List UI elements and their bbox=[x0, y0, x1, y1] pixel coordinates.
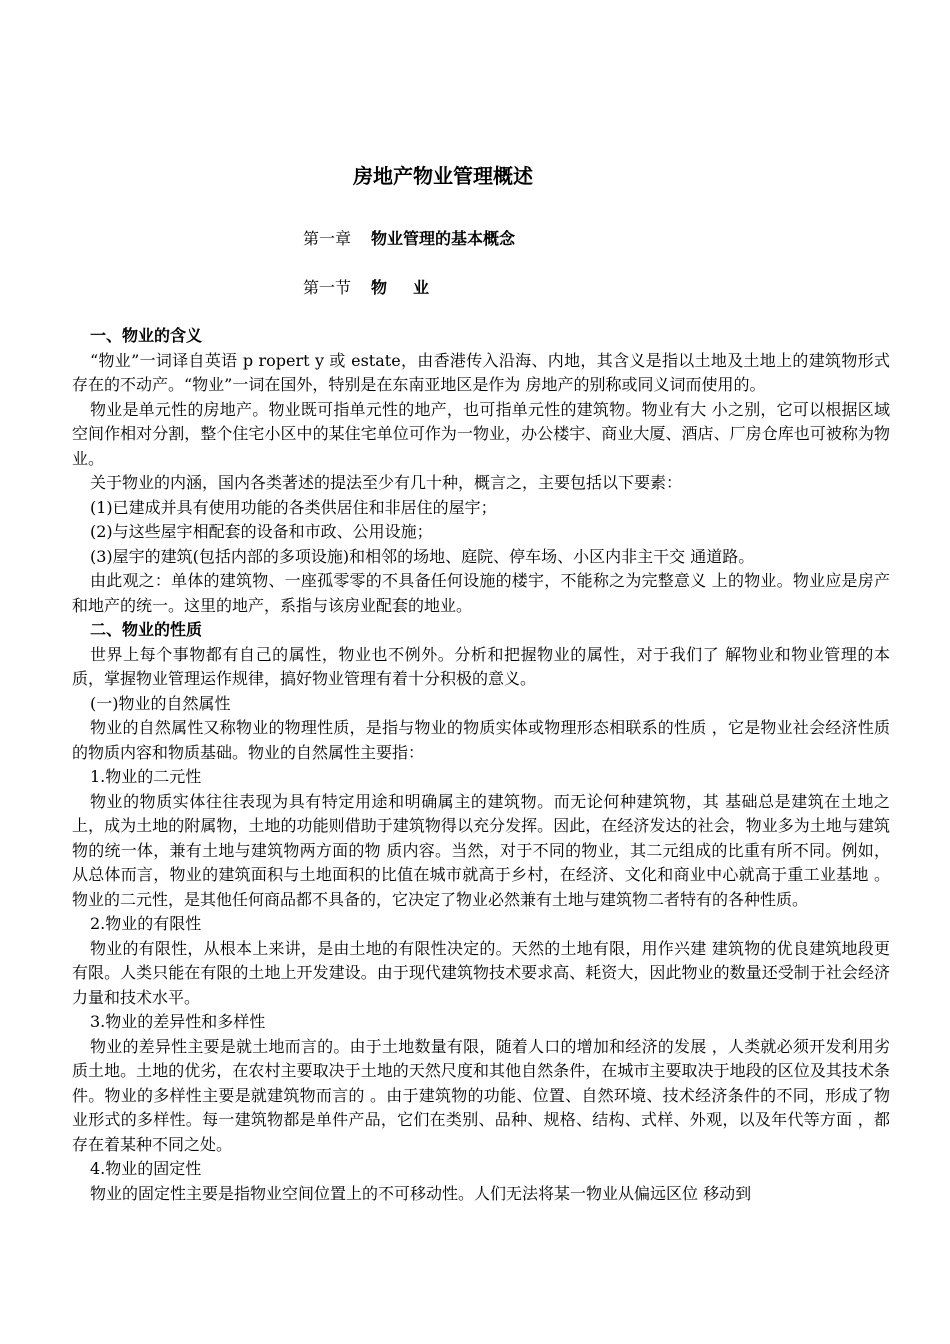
body-paragraph: 物业的有限性，从根本上来讲，是由土地的有限性决定的。天然的土地有限，用作兴建 建筑物的优良建筑地段更有限。人类只能在有限的土地上开发建设。由于现代建筑物技术要求高、耗资大，因此物业的数量还受制于社会经济力量和技术水平。 bbox=[72, 938, 890, 1007]
section-number: 第一节 bbox=[303, 278, 352, 297]
body-paragraph: 由此观之：单体的建筑物、一座孤零零的不具备任何设施的楼宇，不能称之为完整意义 上的物业。物业应是房产和地产的统一。这里的地产，系指与该房业配套的地业。 bbox=[72, 571, 890, 615]
chapter-number: 第一章 bbox=[303, 229, 352, 248]
body-paragraph: “物业”一词译自英语 p ropert y 或 estate，由香港传入沿海、内地，其含义是指以土地及土地上的建筑物形式存在的不动产。“物业”一词在国外，特别是在东南亚地区是作为 房地产的别称或同义词而使用的。 bbox=[72, 350, 890, 394]
chapter-title: 物业管理的基本概念 bbox=[371, 229, 516, 248]
body-paragraph: 2.物业的有限性 bbox=[90, 914, 202, 933]
section-heading bbox=[303, 276, 455, 300]
chapter-heading bbox=[303, 227, 515, 251]
body-paragraph: (2)与这些屋宇相配套的设备和市政、公用设施； bbox=[90, 522, 433, 541]
body-paragraph: 物业的物质实体往往表现为具有特定用途和明确属主的建筑物。而无论何种建筑物，其 基础总是建筑在土地之上，成为土地的附属物，土地的功能则借助于建筑物得以充分发挥。因此，在经济发达的社会，物业多为土地与建筑物的统一体，兼有土地与建筑物两方面的物 质内容。当然，对于不同的物业，其二元组成的比重有所不同。例如，从总体而言，物业的建筑面积与土地面积的比值在城市就高于乡村，在经济、文化和商业中心就高于重工业基地 。物业的二元性，是其他任何商品都不具备的，它决定了物业必然兼有土地与建筑物二者特有的各种性质。 bbox=[72, 791, 890, 909]
body-paragraph: 物业是单元性的房地产。物业既可指单元性的地产，也可指单元性的建筑物。物业有大 小之别，它可以根据区域空间作相对分割，整个住宅小区中的某住宅单位可作为一物业，办公楼宇、商业大厦、酒店、厂房仓库也可被称为物业。 bbox=[72, 399, 890, 468]
body-paragraph: 物业的差异性主要是就土地而言的。由于土地数量有限，随着人口的增加和经济的发展 ，人类就必须开发利用劣质土地。土地的优劣，在农村主要取决于土地的天然尺度和其他自然条件，在城市主要取决于地段的区位及其技术条件。物业的多样性主要是就建筑物而言的 。由于建筑物的功能、位置、自然环境、技术经济条件的不同，形成了物业形式的多样性。每一建筑物都是单件产品，它们在类别、品种、规格、结构、式样、外观，以及年代等方面 ，都存在着某种不同之处。 bbox=[72, 1036, 890, 1154]
body-paragraph: 3.物业的差异性和多样性 bbox=[90, 1012, 266, 1031]
section-subheading: 一、物业的含义 bbox=[90, 326, 203, 345]
body-paragraph: 物业的自然属性又称物业的物理性质，是指与物业的物质实体或物理形态相联系的性质 ，它是物业社会经济性质的物质内容和物质基础。物业的自然属性主要指： bbox=[72, 718, 890, 762]
section-title: 物业 bbox=[371, 278, 456, 297]
document-body bbox=[72, 324, 890, 1206]
body-paragraph: 物业的固定性主要是指物业空间位置上的不可移动性。人们无法将某一物业从偏远区位 移动到 bbox=[90, 1183, 752, 1203]
body-paragraph: 1.物业的二元性 bbox=[90, 767, 202, 786]
document-title: 房地产物业管理概述 bbox=[353, 164, 533, 188]
section-subheading: 二、物业的性质 bbox=[90, 620, 203, 639]
body-paragraph: 关于物业的内涵，国内各类著述的提法至少有几十种，概言之，主要包括以下要素： bbox=[90, 473, 683, 492]
body-paragraph: (3)屋宇的建筑(包括内部的多项设施)和相邻的场地、庭院、停车场、小区内非主干交 通道路。 bbox=[90, 546, 755, 566]
body-paragraph: 世界上每个事物都有自己的属性，物业也不例外。分析和把握物业的属性，对于我们了 解物业和物业管理的本质，掌握物业管理运作规律，搞好物业管理有着十分积极的意义。 bbox=[72, 644, 890, 688]
body-paragraph: (1)已建成并具有使用功能的各类供居住和非居住的屋宇； bbox=[90, 497, 497, 517]
body-paragraph: (一)物业的自然属性 bbox=[90, 693, 231, 713]
body-paragraph: 4.物业的固定性 bbox=[90, 1159, 202, 1178]
